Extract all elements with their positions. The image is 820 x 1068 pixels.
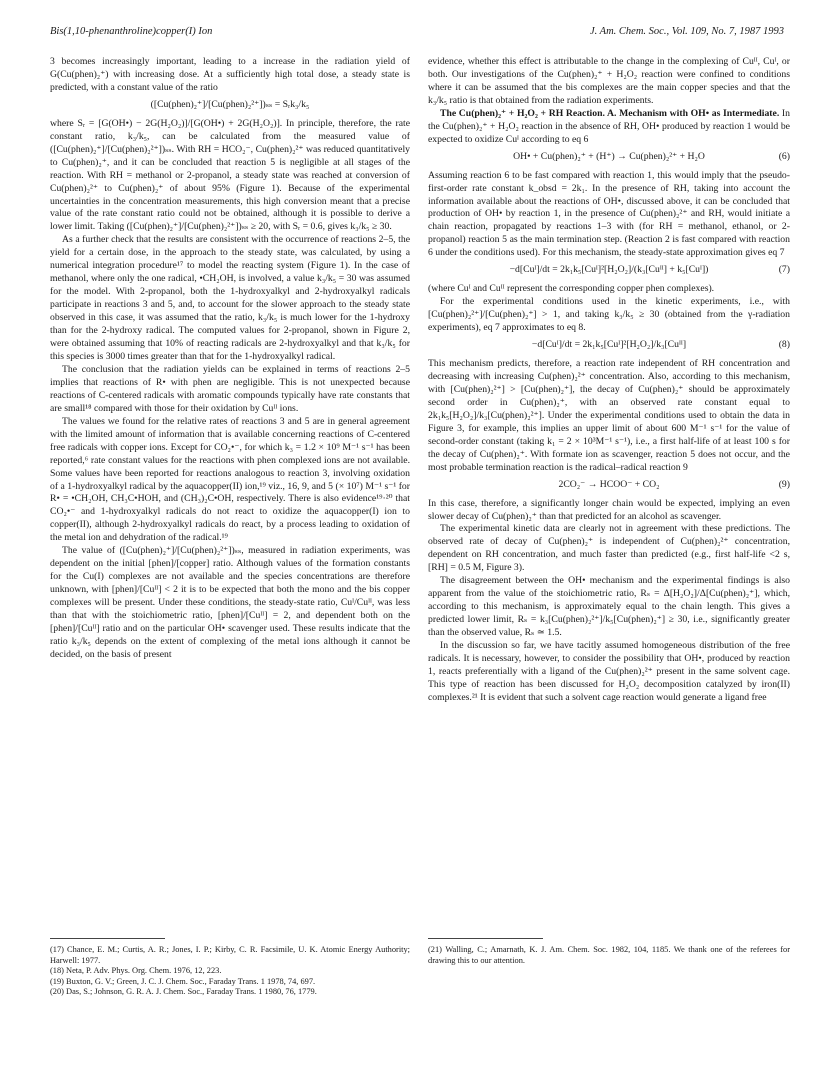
paragraph: evidence, whether this effect is attributable to the change in the complexing of Cuᴵᴵ, Cuᴵ, or both. Our investigations of the Cu(phen)₂⁺ + H₂O₂ reaction were confined to conditions where it can be assumed that the bis complexes are the main copper species and that the k₃/k₅ ratio is that obtained from the radiation experiments. (428, 56, 790, 106)
paragraph: This mechanism predicts, therefore, a reaction rate independent of RH concentration and decreasing with increasing Cu(phen)₂²⁺ concentration. Also, according to this mechanism, with [Cu(phen)₂²⁺] > [Cu(phen)₂⁺], the decay of Cu(phen)₂⁺ should be approximately second order in Cu(phen)₂⁺, with an observed rate constant equal to 2k₁k₅[H₂O₂]/k₃[Cu(phen)₂²⁺]. Under the experimental conditions used to obtain the data in Figure 3, for example, this implies an upper limit of about 600 M⁻¹ s⁻¹ for the value of second-order constant (taking k₁ = 2 × 10³M⁻¹ s⁻¹), i.e., a first half-life of at least 100 s for the decay of Cu(phen)₂⁺. With formate ion as scavenger, reaction 5 does not occur, and the most probable termination reaction is the radical–radical reaction 9 (428, 358, 790, 473)
footnote: (19) Buxton, G. V.; Green, J. C. J. Chem. Soc., Faraday Trans. 1 1978, 74, 697. (50, 976, 316, 986)
footnote: (20) Das, S.; Johnson, G. R. A. J. Chem. Soc., Faraday Trans. 1 1980, 76, 1779. (50, 987, 317, 997)
section-paragraph (428, 108, 790, 147)
footnotes-left (50, 928, 410, 998)
equation-text: −d[Cuᴵ]/dt = 2k₁k₅[Cuᴵ]²[H₂O₂]/k₃[Cuᴵᴵ] (531, 339, 687, 351)
paragraph: The value of ([Cu(phen)₂⁺]/[Cu(phen)₂²⁺])ₛₛ, measured in radiation experiments, was dependent on the initial [phen]/[copper] ratio. Although values of the formation constants for the Cu(I) complexes are not available and the species concentrations are therefore unknown, with [phen]/[Cuᴵᴵ] < 2 it is to be expected that both the mono and the bis copper complexes will be present. Under these conditions, the steady-state ratio, Cuᴵ/Cuᴵᴵ, was less than that with the stoichiometric ratio, [phen]/[Cuᴵᴵ] = 2, and dependent both on the [phen]/[Cuᴵᴵ] ratio and on the particular OH• scavenger used. These results indicate that the ratio k₃/k₅ depends on the extent of complexing of the metal ions although it cannot be decided, on the basis of present (50, 545, 410, 660)
footnotes-right (428, 928, 790, 966)
left-column (50, 56, 410, 997)
equation-ratio: ([Cu(phen)₂⁺]/[Cu(phen)₂²⁺])ₛₛ = Sᵣk₃/k₅ (150, 98, 310, 110)
equation-number: (7) (778, 264, 790, 276)
equation-number: (6) (778, 150, 790, 162)
paragraph: (where Cuᴵ and Cuᴵᴵ represent the corresponding copper phen complexes). (428, 283, 715, 295)
footnote: (21) Walling, C.; Amarnath, K. J. Am. Chem. Soc. 1982, 104, 1185. We thank one of the referees for drawing this to our attention. (428, 945, 790, 965)
paragraph: For the experimental conditions used in the kinetic experiments, i.e., with [Cu(phen)₂²⁺]/[Cu(phen)₂⁺] > 1, and taking k₃/k₅ ≥ 30 (obtained from the γ-radiation experiments), eq 7 approximates to eq 8. (428, 296, 790, 334)
paragraph: As a further check that the results are consistent with the occurrence of reactions 2–5, the yield for a certain dose, in the approach to the steady state, was calculated, by using a numerical integration procedure¹⁷ to model the reacting system (Figure 1). In the case of methanol, where only the one radical, •CH₂OH, is involved, a value k₃/k₅ = 30 was assumed for the model. With 2-propanol, both the 1-hydroxyalkyl and 2-hydroxyalkyl radicals participate in reactions 3 and 5, and, to account for the slower approach to the steady state observed in this case, it was assumed that the ratio, k₃/k₅ is much lower for the 1-hydroxy than for the 2-hydroxy radical. The computed values for 2-propanol, shown in Figure 2, were obtained assuming that 10% of reacting radicals are 2-hydroxyalkyl and that k₃/k₅ for this species is 3000 times greater than that for the 1-hydroxyalkyl radical. (50, 234, 410, 362)
equation-text: −d[Cuᴵ]/dt = 2k₁k₅[Cuᴵ]²[H₂O₂]/(k₃[Cuᴵᴵ] + k₅[Cuᴵ]) (509, 264, 709, 276)
paragraph: In this case, therefore, a significantly longer chain would be expected, implying an even slower decay of Cu(phen)₂⁺ than that predicted for an alcohol as scavenger. (428, 497, 790, 522)
footnote: (17) Chance, E. M.; Curtis, A. R.; Jones, I. P.; Kirby, C. R. Facsimile, U. K. Atomic Energy Authority; Harwell: 1977. (50, 945, 410, 965)
equation-text: OH• + Cu(phen)₂⁺ + (H⁺) → Cu(phen)₂²⁺ + H₂O (513, 150, 705, 162)
equation-7 (428, 264, 790, 277)
section-heading: The Cu(phen)₂⁺ + H₂O₂ + RH Reaction. A. Mechanism with OH• as Intermediate. (440, 107, 780, 119)
journal-citation: J. Am. Chem. Soc., Vol. 109, No. 7, 1987 1993 (589, 26, 784, 37)
paragraph-text: In the Cu(phen)₂⁺ + H₂O₂ reaction in the absence of RH, OH• produced by reaction 1 would be expected to oxidize Cuᴵ according to eq 6 (428, 107, 790, 145)
paragraph: where Sᵣ = [G(OH•) − 2G(H₂O₂)]/[G(OH•) + 2G(H₂O₂)]. In principle, therefore, the rate constant ratio, k₃/k₅, can be calculated from the measured value of ([Cu(phen)₂⁺]/[Cu(phen)₂²⁺])ₛₛ. With RH = HCO₂⁻, Cu(phen)₂²⁺ was reduced quantitatively to Cu(phen)₂⁺, and it can be concluded that reaction 5 is negligible at all stages of the reaction. With RH = methanol or 2-propanol, a steady state was reached at conversion of Cu(phen)₂²⁺ to Cu(phen)₂⁺ of about 95% (Figure 1). Because of the experimental uncertainties in the concentration measurements, this high conversion meant that a precise value of the rate constant ratio could not be obtained, although it is possible to derive a lower limit. Taking ([Cu(phen)₂⁺]/[Cu(phen)₂²⁺])ₛₛ ≥ 20, with Sᵣ = 0.6, gives k₃/k₅ ≥ 30. (50, 117, 410, 233)
footnote-rule (50, 938, 165, 939)
equation-number: (8) (778, 339, 790, 351)
paragraph: The experimental kinetic data are clearly not in agreement with these predictions. The observed rate of decay of Cu(phen)₂⁺ is independent of Cu(phen)₂²⁺ concentration, dependent on RH concentration, and much faster than predicted (e.g., first half-life <2 s, [RH] = 0.5 M, Figure 3). (428, 523, 790, 574)
equation-number: (9) (778, 478, 790, 490)
footnote: (18) Neta, P. Adv. Phys. Org. Chem. 1976, 12, 223. (50, 966, 222, 976)
paragraph: The values we found for the relative rates of reactions 3 and 5 are in general agreement with the limited amount of information that is available concerning reactions of C-centered free radicals with copper ions. Except for CO₂•⁻, for which k₃ = 1.2 × 10⁹ M⁻¹ s⁻¹ has been reported,⁶ rate constant values for the reactions with phen complexed ions are not available. Some values have been reported for reactions analogous to reaction 3, involving oxidation of a 1-hydroxyalkyl radical by the aquacopper(II) ion,¹⁹ viz., 16, 9, and 5 (× 10⁷) M⁻¹ s⁻¹ for R• = •CH₂OH, CH₃C•HOH, and (CH₃)₂C•OH, respectively. There is also evidence¹⁹·²⁰ that CO₂•⁻ and 1-hydroxyalkyl radicals do not react to oxidize the aquacopper(I) ion to copper(II), although 2-hydroxyalkyl radicals do react, by a process leading to oxidation of the metal ion and dehydration of the radical.¹⁹ (50, 415, 410, 544)
paragraph: The disagreement between the OH• mechanism and the experimental findings is also apparent from the value of the stoichiometric ratio, Rₛ = Δ[H₂O₂]/Δ[Cu(phen)₂⁺], which, according to this mechanism, is approximately equal to the chain length. This gives a predicted lower limit, Rₛ = k₃[Cu(phen)₂²⁺]/k₅[Cu(phen)₂⁺] ≥ 30, i.e., significantly greater than the observed value, Rₛ ≃ 1.5. (428, 575, 790, 639)
equation-9 (428, 479, 790, 492)
equation-text: 2CO₂⁻ → HCOO⁻ + CO₂ (558, 478, 660, 490)
equation-8 (428, 339, 790, 352)
paragraph: 3 becomes increasingly important, leading to a increase in the radiation yield of G(Cu(phen)₂⁺) with increasing dose. At a sufficiently high total dose, a steady state is predicted, with a constant value of the ratio (50, 56, 410, 93)
paragraph: The conclusion that the radiation yields can be explained in terms of reactions 2–5 implies that reactions of R• with phen are negligible. This is not unexpected because reactions of C-centered radicals with aromatic compounds typically have rate constants that are small¹⁸ compared with those for their oxidation by Cuᴵᴵ ions. (50, 363, 410, 414)
paragraph: Assuming reaction 6 to be fast compared with reaction 1, this would imply that the pseudo-first-order rate constant k_obsd = 2k₁. In the presence of RH, taking into account the information available about the reactions of OH•, discussed above, it can be concluded that production of OH• by reaction 1, in the presence of Cu(phen)₂²⁺ and RH, would initiate a chain reaction, propagated by reactions 1–3 with (for RH = methanol, ethanol, or 2-propanol) reaction 5 as the main termination step. (Reaction 2 is fast compared with reaction 6 under the conditions used). For this mechanism, the steady-state approximation gives eq 7 (428, 169, 790, 259)
paragraph: In the discussion so far, we have tacitly assumed homogeneous distribution of the free radicals. It is necessary, however, to consider the possibility that OH•, produced by reaction 1, reacts preferentially with a ligand of the Cu(phen)₂²⁺ present in the same solvent cage. This type of reaction has been discussed for H₂O₂ decomposition catalyzed by iron(II) complexes.²¹ It is evident that such a solvent cage reaction would generate a ligand free (428, 640, 790, 703)
running-title: Bis(1,10-phenanthroline)copper(I) Ion (50, 26, 213, 37)
equation-6 (428, 151, 790, 164)
right-column (428, 56, 790, 965)
footnote-rule (428, 938, 543, 939)
